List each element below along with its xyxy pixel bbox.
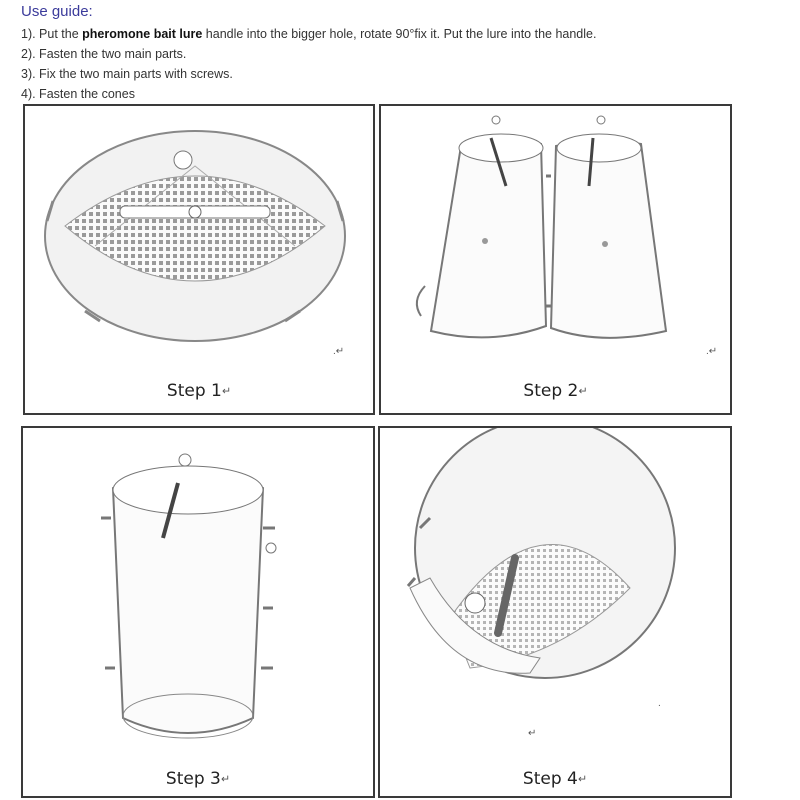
stray-mark: .↵ bbox=[706, 346, 718, 357]
step-3-panel bbox=[21, 426, 375, 798]
assembled-body-illustration bbox=[23, 428, 373, 758]
step-1-caption: Step 1↵ bbox=[166, 381, 232, 401]
step-1-panel bbox=[23, 104, 375, 415]
fastened-cone-illustration bbox=[380, 428, 730, 758]
step-2-panel bbox=[379, 104, 732, 415]
stray-mark: ↵ bbox=[528, 728, 537, 739]
stray-mark: . bbox=[658, 698, 661, 709]
cone-handle-illustration bbox=[25, 106, 373, 376]
step-3-caption: Step 3↵ bbox=[165, 769, 231, 789]
guide-step-3: 3). Fix the two main parts with screws. bbox=[21, 67, 233, 81]
guide-step-4: 4). Fasten the cones bbox=[21, 87, 135, 101]
guide-title: Use guide: bbox=[21, 3, 93, 20]
guide-steps bbox=[21, 24, 596, 104]
step-4-caption: Step 4↵ bbox=[522, 769, 588, 789]
step-4-panel bbox=[378, 426, 732, 798]
guide-step-2: 2). Fasten the two main parts. bbox=[21, 47, 187, 61]
guide-step-1: 1). Put the pheromone bait lure handle into the bigger hole, rotate 90°fix it. Put the lure into the handle. bbox=[21, 27, 597, 41]
step-2-caption: Step 2↵ bbox=[523, 381, 588, 401]
stray-mark: .↵ bbox=[333, 346, 345, 357]
two-halves-illustration bbox=[381, 106, 730, 376]
